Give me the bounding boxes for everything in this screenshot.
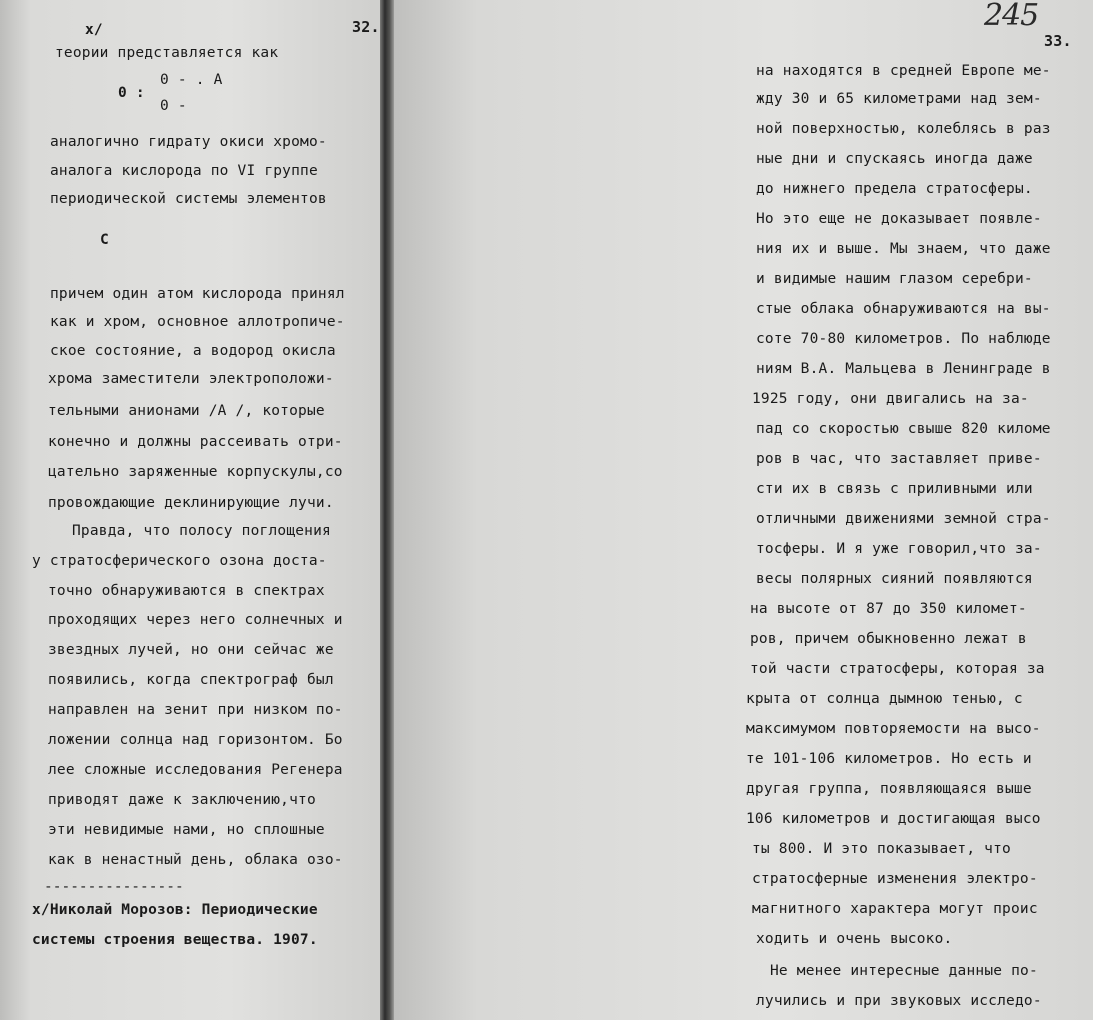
footnote-marker: x/ [85,22,103,38]
text-line: лее сложные исследования Регенера [48,762,343,778]
text-line: приводят даже к заключению,что [48,792,316,808]
text-line: причем один атом кислорода принял [50,286,345,302]
text-line: отличными движениями земной стра- [756,511,1051,527]
page-number-right: 33. [1044,32,1072,50]
left-page [0,0,383,1020]
text-line: цательно заряженные корпускулы,со [48,464,343,480]
text-line: тельными анионами /А /, которые [48,403,325,419]
text-line: пад со скоростью свыше 820 киломе [756,421,1051,437]
footnote-line: х/Николай Морозов: Периодические [32,902,318,918]
text-line: Не менее интересные данные по- [770,963,1038,979]
text-line: эти невидимые нами, но сплошные [48,822,325,838]
text-line: соте 70-80 километров. По наблюде [756,331,1051,347]
text-line: направлен на зенит при низком по- [48,702,343,718]
formula-line: 0 - . А [160,72,223,88]
text-line: звездных лучей, но они сейчас же [48,642,334,658]
text-line: ров в час, что заставляет приве- [756,451,1042,467]
text-line: 106 километров и достигающая высо [746,811,1041,827]
formula-line: 0 - [160,98,187,114]
text-line: той части стратосферы, которая за [750,661,1045,677]
text-line: другая группа, появляющаяся выше [746,781,1032,797]
footnote-separator: ---------------- [44,879,184,895]
text-line: на высоте от 87 до 350 километ- [750,601,1027,617]
right-page [394,0,1093,1020]
text-line: ния их и выше. Мы знаем, что даже [756,241,1051,257]
text-line: весы полярных сияний появляются [756,571,1033,587]
text-line: тосферы. И я уже говорил,что за- [756,541,1042,557]
text-line: те 101-106 километров. Но есть и [746,751,1032,767]
text-line: стратосферные изменения электро- [752,871,1038,887]
text-line: и видимые нашим глазом серебри- [756,271,1033,287]
text-line: аналогично гидрату окиси хромо- [50,134,327,150]
text-line: до нижнего предела стратосферы. [756,181,1033,197]
text-line: теории представляется как [55,45,279,61]
text-line: ниям В.А. Мальцева в Ленинграде в [756,361,1051,377]
footnote-line: системы строения вещества. 1907. [32,932,318,948]
archive-sheet-number: 245 [984,0,1039,33]
text-line: ров, причем обыкновенно лежат в [750,631,1027,647]
text-line: провождающие деклинирующие лучи. [48,495,334,511]
formula-line: 0 : [118,85,145,101]
text-line: проходящих через него солнечных и [48,612,343,628]
text-line: ложении солнца над горизонтом. Бо [48,732,343,748]
text-line: как и хром, основное аллотропиче- [50,314,345,330]
text-line: стые облака обнаруживаются на вы- [756,301,1051,317]
text-line: магнитного характера могут проис [752,901,1038,917]
text-line: максимумом повторяемости на высо- [746,721,1041,737]
text-line: аналога кислорода по VI группе [50,163,318,179]
text-line: 1925 году, они двигались на за- [752,391,1029,407]
text-line: С [100,232,109,248]
text-line: у стратосферического озона доста- [32,553,327,569]
text-line: хрома заместители электроположи- [48,371,334,387]
text-line: ское состояние, а водород окисла [50,343,336,359]
text-line: периодической системы элементов [50,191,327,207]
text-line: ты 800. И это показывает, что [752,841,1011,857]
text-line: Правда, что полосу поглощения [72,523,331,539]
text-line: на находятся в средней Европе ме- [756,63,1051,79]
text-line: лучились и при звуковых исследо- [756,993,1042,1009]
text-line: точно обнаруживаются в спектрах [48,583,325,599]
text-line: сти их в связь с приливными или [756,481,1033,497]
text-line: конечно и должны рассеивать отри- [48,434,343,450]
text-line: ходить и очень высоко. [756,931,953,947]
text-line: как в ненастный день, облака озо- [48,852,343,868]
text-line: жду 30 и 65 километрами над зем- [756,91,1042,107]
page-number-left: 32. [352,18,380,36]
text-line: Но это еще не доказывает появле- [756,211,1042,227]
text-line: ные дни и спускаясь иногда даже [756,151,1033,167]
binding-gutter [380,0,394,1020]
text-line: ной поверхностью, колеблясь в раз [756,121,1051,137]
text-line: крыта от солнца дымною тенью, с [746,691,1023,707]
text-line: появились, когда спектрограф был [48,672,334,688]
